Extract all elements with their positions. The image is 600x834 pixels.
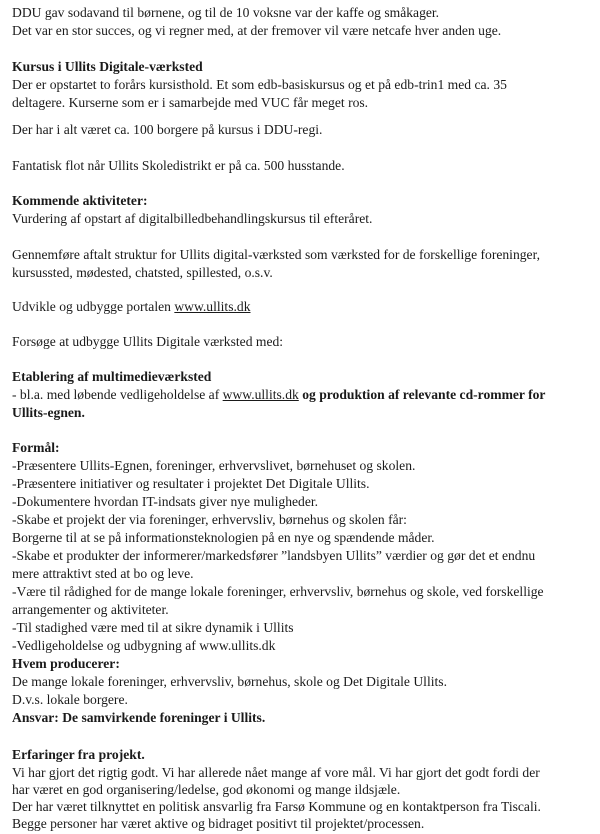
kommende-line-1: Vurdering af opstart af digitalbilledbehandlingskursus til efteråret. [12,211,373,226]
erfaringer-line: Vi har gjort det rigtig godt. Vi har allerede nået mange af vore mål. Vi har gjort det godt fordi der [12,765,540,780]
hvem-line-2: D.v.s. lokale borgere. [12,692,128,707]
formaal-line: -Præsentere Ullits-Egnen, foreninger, erhvervslivet, børnehuset og skolen. [12,458,416,473]
formaal-line: -Vedligeholdelse og udbygning af www.ullits.dk [12,638,276,653]
erfaringer-heading: Erfaringer fra projekt. [12,747,145,762]
formaal-line: mere attraktivt sted at bo og leve. [12,566,194,581]
kursus-heading: Kursus i Ullits Digitale-værksted [12,59,203,74]
formaal-heading: Formål: [12,440,60,455]
ullits-link-2[interactable]: www.ullits.dk [222,387,299,402]
kommende-para2-line-2: kursussted, mødested, chatsted, spillested, o.s.v. [12,265,273,280]
kommende-para3 [12,298,251,316]
kommende-heading: Kommende aktiviteter: [12,193,148,208]
ansvar-line: Ansvar: De samvirkende foreninger i Ullits. [12,710,266,725]
kursus-paragraph-3: Fantatisk flot når Ullits Skoledistrikt er på ca. 500 husstande. [12,158,345,173]
kursus-paragraph-2: Der har i alt været ca. 100 borgere på kursus i DDU-regi. [12,122,323,137]
erfaringer-line: har været en god organisering/ledelse, god økonomi og mange ildsjæle. [12,782,401,797]
intro-line-1: DDU gav sodavand til børnene, og til de 10 voksne var der kaffe og småkager. [12,5,440,20]
kursus-line-2: deltagere. Kurserne som er i samarbejde med VUC får meget ros. [12,95,369,110]
formaal-line: -Til stadighed være med til at sikre dynamik i Ullits [12,620,294,635]
intro-line-2: Det var en stor succes, og vi regner med, at der fremover vil være netcafe hver anden uge. [12,23,502,38]
formaal-line: -Være til rådighed for de mange lokale foreninger, erhvervsliv, børnehus og skole, ved forskellige [12,584,544,599]
etablering-line-2: Ullits-egnen. [12,405,85,420]
etablering-line-1 [12,386,545,404]
kommende-para4: Forsøge at udbygge Ullits Digitale værksted med: [12,334,284,349]
kommende-para3-text: Udvikle og udbygge portalen [12,299,175,314]
erfaringer-line: Begge personer har været aktive og bidraget positivt til projektet/processen. [12,816,425,831]
formaal-line: -Dokumentere hvordan IT-indsats giver nye muligheder. [12,494,319,509]
formaal-line: arrangementer og aktiviteter. [12,602,169,617]
hvem-heading: Hvem producerer: [12,656,120,671]
formaal-line: Borgerne til at se på informationsteknologien på en nye og spændende måder. [12,530,435,545]
kommende-para2-line-1: Gennemføre aftalt struktur for Ullits digital-værksted som værksted for de forskellige foreninger, [12,247,540,262]
formaal-line: -Skabe et projekt der via foreninger, erhvervsliv, børnehus og skolen får: [12,512,407,527]
etablering-bold-text: og produktion af relevante cd-rommer for [298,387,546,402]
formaal-line: -Skabe et produkter der informerer/markedsfører ”landsbyen Ullits” værdier og gør det et endnu [12,548,536,563]
kursus-line-1: Der er opstartet to forårs kursisthold. Et som edb-basiskursus og et på edb-trin1 med ca. 35 [12,77,507,92]
hvem-line-1: De mange lokale foreninger, erhvervsliv, børnehus, skole og Det Digitale Ullits. [12,674,447,689]
etablering-text: - bl.a. med løbende vedligeholdelse af [12,387,223,402]
formaal-line: -Præsentere initiativer og resultater i projektet Det Digitale Ullits. [12,476,370,491]
ullits-link[interactable]: www.ullits.dk [174,299,251,314]
etablering-heading: Etablering af multimedieværksted [12,369,212,384]
erfaringer-line: Der har været tilknyttet en politisk ansvarlig fra Farsø Kommune og en kontaktperson fra Tiscali. [12,799,541,814]
